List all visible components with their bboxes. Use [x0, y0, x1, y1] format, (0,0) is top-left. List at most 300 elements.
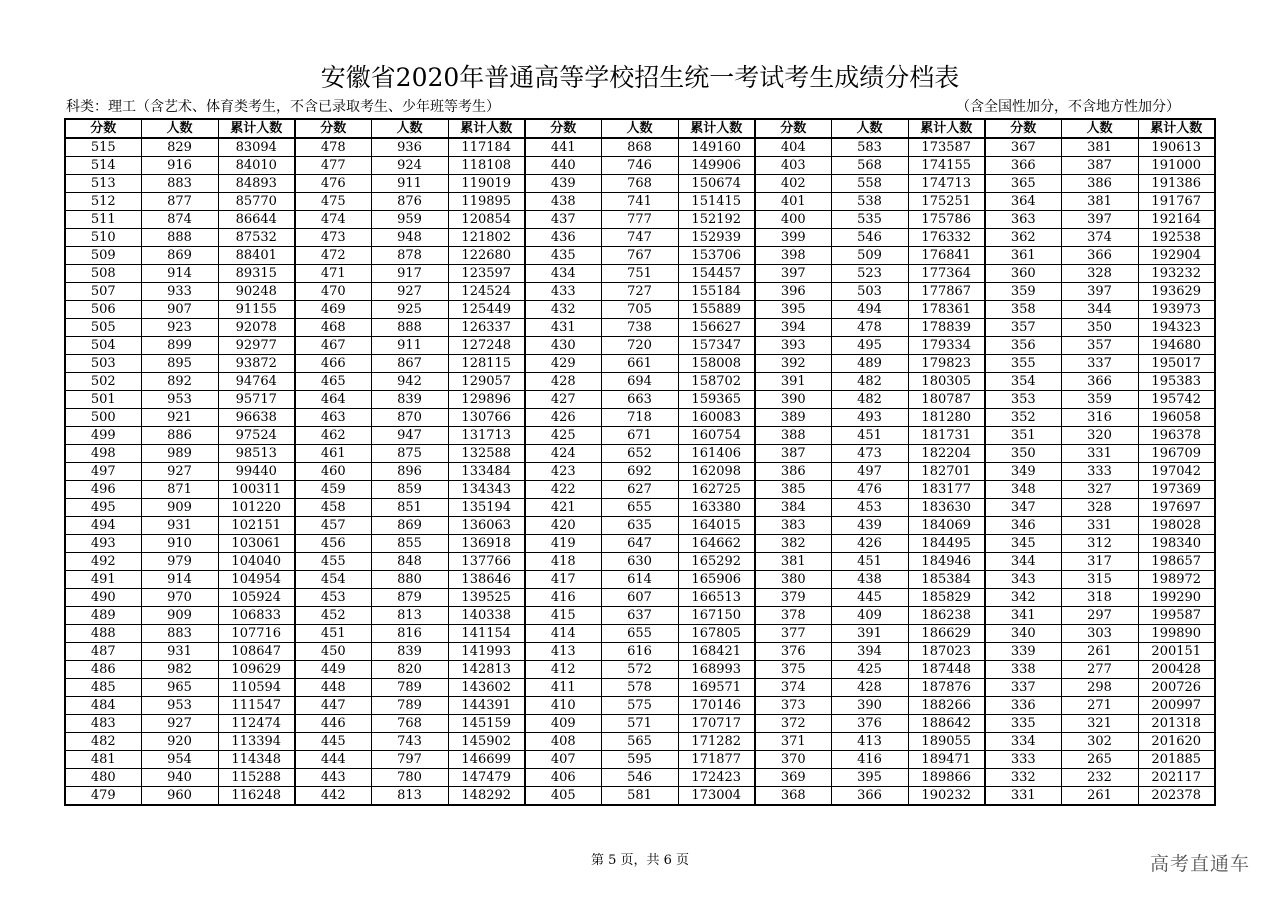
table-cell: 151415 — [678, 193, 755, 211]
table-cell: 916 — [141, 157, 218, 175]
table-cell: 886 — [141, 427, 218, 445]
table-cell: 338 — [985, 661, 1061, 679]
table-cell: 412 — [525, 661, 601, 679]
table-cell: 465 — [295, 373, 371, 391]
table-cell: 175786 — [908, 211, 985, 229]
table-cell: 320 — [1061, 427, 1138, 445]
table-cell: 483 — [65, 715, 141, 733]
table-cell: 101220 — [218, 499, 295, 517]
table-cell: 181280 — [908, 409, 985, 427]
table-cell: 927 — [141, 715, 218, 733]
table-cell: 480 — [65, 769, 141, 787]
table-cell: 652 — [601, 445, 678, 463]
table-cell: 348 — [985, 481, 1061, 499]
table-cell: 96638 — [218, 409, 295, 427]
table-cell: 747 — [601, 229, 678, 247]
table-cell: 174713 — [908, 175, 985, 193]
table-cell: 111547 — [218, 697, 295, 715]
table-cell: 507 — [65, 283, 141, 301]
table-cell: 180787 — [908, 391, 985, 409]
table-cell: 953 — [141, 697, 218, 715]
table-cell: 302 — [1061, 733, 1138, 751]
table-cell: 449 — [295, 661, 371, 679]
table-cell: 426 — [831, 535, 908, 553]
table-cell: 874 — [141, 211, 218, 229]
table-cell: 751 — [601, 265, 678, 283]
table-cell: 154457 — [678, 265, 755, 283]
table-cell: 363 — [985, 211, 1061, 229]
table-cell: 581 — [601, 787, 678, 806]
table-cell: 117184 — [448, 138, 525, 157]
table-cell: 199890 — [1138, 625, 1215, 643]
table-cell: 152192 — [678, 211, 755, 229]
table-cell: 87532 — [218, 229, 295, 247]
table-cell: 142813 — [448, 661, 525, 679]
table-cell: 94764 — [218, 373, 295, 391]
table-cell: 502 — [65, 373, 141, 391]
table-cell: 362 — [985, 229, 1061, 247]
table-cell: 489 — [831, 355, 908, 373]
table-cell: 407 — [525, 751, 601, 769]
table-cell: 446 — [295, 715, 371, 733]
table-cell: 515 — [65, 138, 141, 157]
table-cell: 356 — [985, 337, 1061, 355]
table-cell: 387 — [755, 445, 831, 463]
table-cell: 261 — [1061, 787, 1138, 806]
table-row — [65, 643, 1215, 661]
table-cell: 388 — [755, 427, 831, 445]
table-row — [65, 733, 1215, 751]
table-row — [65, 661, 1215, 679]
table-cell: 692 — [601, 463, 678, 481]
table-cell: 982 — [141, 661, 218, 679]
table-cell: 409 — [831, 607, 908, 625]
table-cell: 152939 — [678, 229, 755, 247]
table-cell: 485 — [65, 679, 141, 697]
table-cell: 88401 — [218, 247, 295, 265]
table-cell: 193232 — [1138, 265, 1215, 283]
table-cell: 340 — [985, 625, 1061, 643]
table-cell: 671 — [601, 427, 678, 445]
table-cell: 448 — [295, 679, 371, 697]
table-cell: 131713 — [448, 427, 525, 445]
table-cell: 331 — [1061, 517, 1138, 535]
table-cell: 869 — [141, 247, 218, 265]
table-cell: 353 — [985, 391, 1061, 409]
table-cell: 333 — [985, 751, 1061, 769]
table-cell: 459 — [295, 481, 371, 499]
table-cell: 199290 — [1138, 589, 1215, 607]
table-cell: 509 — [65, 247, 141, 265]
table-cell: 410 — [525, 697, 601, 715]
column-header: 分数 — [65, 119, 141, 138]
table-cell: 627 — [601, 481, 678, 499]
table-row — [65, 715, 1215, 733]
table-cell: 923 — [141, 319, 218, 337]
table-cell: 899 — [141, 337, 218, 355]
table-cell: 186629 — [908, 625, 985, 643]
table-cell: 578 — [601, 679, 678, 697]
table-cell: 370 — [755, 751, 831, 769]
table-cell: 419 — [525, 535, 601, 553]
table-row — [65, 138, 1215, 157]
table-cell: 139525 — [448, 589, 525, 607]
table-cell: 167805 — [678, 625, 755, 643]
table-cell: 482 — [831, 391, 908, 409]
table-cell: 168993 — [678, 661, 755, 679]
table-cell: 871 — [141, 481, 218, 499]
table-cell: 855 — [371, 535, 448, 553]
table-row — [65, 283, 1215, 301]
table-cell: 173587 — [908, 138, 985, 157]
table-cell: 839 — [371, 643, 448, 661]
table-cell: 92977 — [218, 337, 295, 355]
table-cell: 116248 — [218, 787, 295, 806]
table-cell: 538 — [831, 193, 908, 211]
table-cell: 125449 — [448, 301, 525, 319]
table-cell: 147479 — [448, 769, 525, 787]
table-cell: 404 — [755, 138, 831, 157]
table-cell: 92078 — [218, 319, 295, 337]
table-cell: 164662 — [678, 535, 755, 553]
table-cell: 195383 — [1138, 373, 1215, 391]
table-cell: 146699 — [448, 751, 525, 769]
table-cell: 457 — [295, 517, 371, 535]
score-table — [64, 118, 1216, 806]
table-cell: 461 — [295, 445, 371, 463]
table-cell: 376 — [831, 715, 908, 733]
table-cell: 970 — [141, 589, 218, 607]
table-cell: 86644 — [218, 211, 295, 229]
table-cell: 497 — [65, 463, 141, 481]
table-cell: 443 — [295, 769, 371, 787]
table-cell: 789 — [371, 679, 448, 697]
table-cell: 816 — [371, 625, 448, 643]
table-cell: 392 — [755, 355, 831, 373]
table-cell: 202117 — [1138, 769, 1215, 787]
table-cell: 162098 — [678, 463, 755, 481]
table-cell: 513 — [65, 175, 141, 193]
table-cell: 498 — [65, 445, 141, 463]
table-cell: 192164 — [1138, 211, 1215, 229]
table-cell: 393 — [755, 337, 831, 355]
table-cell: 488 — [65, 625, 141, 643]
table-cell: 422 — [525, 481, 601, 499]
table-cell: 455 — [295, 553, 371, 571]
table-cell: 464 — [295, 391, 371, 409]
table-cell: 738 — [601, 319, 678, 337]
table-row — [65, 391, 1215, 409]
table-cell: 377 — [755, 625, 831, 643]
table-cell: 200997 — [1138, 697, 1215, 715]
table-cell: 136063 — [448, 517, 525, 535]
table-cell: 106833 — [218, 607, 295, 625]
table-cell: 153706 — [678, 247, 755, 265]
table-cell: 417 — [525, 571, 601, 589]
table-cell: 482 — [831, 373, 908, 391]
table-cell: 327 — [1061, 481, 1138, 499]
table-cell: 595 — [601, 751, 678, 769]
table-cell: 436 — [525, 229, 601, 247]
table-cell: 741 — [601, 193, 678, 211]
table-cell: 187448 — [908, 661, 985, 679]
column-header: 分数 — [295, 119, 371, 138]
table-cell: 103061 — [218, 535, 295, 553]
table-cell: 445 — [831, 589, 908, 607]
column-header: 人数 — [141, 119, 218, 138]
table-cell: 163380 — [678, 499, 755, 517]
table-cell: 337 — [1061, 355, 1138, 373]
table-cell: 359 — [1061, 391, 1138, 409]
table-cell: 694 — [601, 373, 678, 391]
table-cell: 354 — [985, 373, 1061, 391]
table-row — [65, 787, 1215, 806]
table-cell: 344 — [985, 553, 1061, 571]
table-cell: 535 — [831, 211, 908, 229]
table-header-row — [65, 119, 1215, 138]
table-cell: 198340 — [1138, 535, 1215, 553]
table-cell: 478 — [295, 138, 371, 157]
table-cell: 202378 — [1138, 787, 1215, 806]
table-cell: 425 — [525, 427, 601, 445]
table-cell: 83094 — [218, 138, 295, 157]
table-cell: 198972 — [1138, 571, 1215, 589]
table-cell: 514 — [65, 157, 141, 175]
table-cell: 91155 — [218, 301, 295, 319]
table-cell: 546 — [601, 769, 678, 787]
table-cell: 178839 — [908, 319, 985, 337]
table-cell: 167150 — [678, 607, 755, 625]
table-cell: 162725 — [678, 481, 755, 499]
table-cell: 127248 — [448, 337, 525, 355]
table-cell: 189055 — [908, 733, 985, 751]
table-cell: 145159 — [448, 715, 525, 733]
table-cell: 201318 — [1138, 715, 1215, 733]
table-cell: 122680 — [448, 247, 525, 265]
table-cell: 406 — [525, 769, 601, 787]
table-cell: 848 — [371, 553, 448, 571]
table-cell: 942 — [371, 373, 448, 391]
table-cell: 166513 — [678, 589, 755, 607]
table-cell: 493 — [65, 535, 141, 553]
table-cell: 198028 — [1138, 517, 1215, 535]
table-cell: 568 — [831, 157, 908, 175]
table-cell: 140338 — [448, 607, 525, 625]
table-cell: 182701 — [908, 463, 985, 481]
table-cell: 395 — [831, 769, 908, 787]
table-row — [65, 625, 1215, 643]
table-cell: 382 — [755, 535, 831, 553]
table-cell: 346 — [985, 517, 1061, 535]
table-cell: 352 — [985, 409, 1061, 427]
table-cell: 100311 — [218, 481, 295, 499]
table-cell: 911 — [371, 337, 448, 355]
table-row — [65, 319, 1215, 337]
table-cell: 395 — [755, 301, 831, 319]
page-title: 安徽省2020年普通高等学校招生统一考试考生成绩分档表 — [320, 63, 960, 92]
table-cell: 318 — [1061, 589, 1138, 607]
table-cell: 261 — [1061, 643, 1138, 661]
table-cell: 390 — [755, 391, 831, 409]
table-cell: 277 — [1061, 661, 1138, 679]
table-cell: 453 — [831, 499, 908, 517]
column-header: 分数 — [985, 119, 1061, 138]
table-cell: 381 — [1061, 193, 1138, 211]
table-cell: 408 — [525, 733, 601, 751]
table-cell: 452 — [295, 607, 371, 625]
table-cell: 303 — [1061, 625, 1138, 643]
table-cell: 172423 — [678, 769, 755, 787]
table-cell: 989 — [141, 445, 218, 463]
table-cell: 164015 — [678, 517, 755, 535]
table-cell: 462 — [295, 427, 371, 445]
table-cell: 369 — [755, 769, 831, 787]
table-cell: 383 — [755, 517, 831, 535]
table-row — [65, 175, 1215, 193]
table-cell: 924 — [371, 157, 448, 175]
table-cell: 359 — [985, 283, 1061, 301]
table-cell: 378 — [755, 607, 831, 625]
table-cell: 909 — [141, 499, 218, 517]
table-cell: 768 — [601, 175, 678, 193]
table-cell: 423 — [525, 463, 601, 481]
table-cell: 331 — [1061, 445, 1138, 463]
table-cell: 428 — [525, 373, 601, 391]
table-cell: 155889 — [678, 301, 755, 319]
table-cell: 379 — [755, 589, 831, 607]
table-cell: 185829 — [908, 589, 985, 607]
table-cell: 444 — [295, 751, 371, 769]
table-cell: 366 — [1061, 247, 1138, 265]
table-cell: 494 — [65, 517, 141, 535]
table-cell: 870 — [371, 409, 448, 427]
table-cell: 119019 — [448, 175, 525, 193]
table-cell: 510 — [65, 229, 141, 247]
table-cell: 110594 — [218, 679, 295, 697]
table-cell: 511 — [65, 211, 141, 229]
table-cell: 150674 — [678, 175, 755, 193]
table-cell: 888 — [371, 319, 448, 337]
table-cell: 118108 — [448, 157, 525, 175]
table-cell: 403 — [755, 157, 831, 175]
table-cell: 888 — [141, 229, 218, 247]
bonus-note: （含全国性加分，不含地方性加分） — [956, 99, 1180, 115]
table-cell: 347 — [985, 499, 1061, 517]
table-cell: 343 — [985, 571, 1061, 589]
table-cell: 190613 — [1138, 138, 1215, 157]
table-cell: 391 — [831, 625, 908, 643]
table-row — [65, 193, 1215, 211]
table-cell: 565 — [601, 733, 678, 751]
table-row — [65, 409, 1215, 427]
table-cell: 85770 — [218, 193, 295, 211]
table-cell: 965 — [141, 679, 218, 697]
table-cell: 494 — [831, 301, 908, 319]
table-cell: 196378 — [1138, 427, 1215, 445]
table-cell: 907 — [141, 301, 218, 319]
table-cell: 192538 — [1138, 229, 1215, 247]
table-cell: 478 — [831, 319, 908, 337]
table-cell: 112474 — [218, 715, 295, 733]
table-cell: 948 — [371, 229, 448, 247]
table-cell: 911 — [371, 175, 448, 193]
table-cell: 416 — [525, 589, 601, 607]
table-cell: 184495 — [908, 535, 985, 553]
table-cell: 149906 — [678, 157, 755, 175]
table-cell: 397 — [755, 265, 831, 283]
table-cell: 121802 — [448, 229, 525, 247]
table-cell: 197697 — [1138, 499, 1215, 517]
table-cell: 132588 — [448, 445, 525, 463]
table-row — [65, 499, 1215, 517]
table-cell: 475 — [295, 193, 371, 211]
table-cell: 193629 — [1138, 283, 1215, 301]
table-cell: 104040 — [218, 553, 295, 571]
table-cell: 143602 — [448, 679, 525, 697]
table-cell: 394 — [755, 319, 831, 337]
table-cell: 232 — [1061, 769, 1138, 787]
watermark: 高考直通车 — [1149, 853, 1250, 875]
table-cell: 109629 — [218, 661, 295, 679]
table-cell: 497 — [831, 463, 908, 481]
table-cell: 468 — [295, 319, 371, 337]
table-cell: 155184 — [678, 283, 755, 301]
table-cell: 440 — [525, 157, 601, 175]
table-cell: 113394 — [218, 733, 295, 751]
table-cell: 133484 — [448, 463, 525, 481]
table-cell: 868 — [601, 138, 678, 157]
table-cell: 374 — [1061, 229, 1138, 247]
table-cell: 105924 — [218, 589, 295, 607]
table-cell: 438 — [525, 193, 601, 211]
table-cell: 134343 — [448, 481, 525, 499]
table-cell: 931 — [141, 517, 218, 535]
table-cell: 635 — [601, 517, 678, 535]
table-cell: 297 — [1061, 607, 1138, 625]
table-cell: 197369 — [1138, 481, 1215, 499]
table-cell: 500 — [65, 409, 141, 427]
table-cell: 191386 — [1138, 175, 1215, 193]
table-row — [65, 535, 1215, 553]
table-row — [65, 679, 1215, 697]
table-cell: 350 — [1061, 319, 1138, 337]
table-cell: 959 — [371, 211, 448, 229]
table-cell: 473 — [831, 445, 908, 463]
table-cell: 386 — [1061, 175, 1138, 193]
table-cell: 426 — [525, 409, 601, 427]
table-cell: 571 — [601, 715, 678, 733]
table-cell: 655 — [601, 499, 678, 517]
table-cell: 489 — [65, 607, 141, 625]
table-cell: 405 — [525, 787, 601, 806]
table-cell: 181731 — [908, 427, 985, 445]
table-cell: 387 — [1061, 157, 1138, 175]
table-cell: 418 — [525, 553, 601, 571]
table-cell: 917 — [371, 265, 448, 283]
table-cell: 365 — [985, 175, 1061, 193]
table-cell: 391 — [755, 373, 831, 391]
table-cell: 430 — [525, 337, 601, 355]
table-cell: 960 — [141, 787, 218, 806]
table-cell: 413 — [525, 643, 601, 661]
table-cell: 384 — [755, 499, 831, 517]
table-cell: 182204 — [908, 445, 985, 463]
subject-label: 科类：理工（含艺术、体育类考生，不含已录取考生、少年班等考生） — [66, 99, 500, 115]
table-cell: 168421 — [678, 643, 755, 661]
table-cell: 176332 — [908, 229, 985, 247]
table-cell: 746 — [601, 157, 678, 175]
table-cell: 334 — [985, 733, 1061, 751]
